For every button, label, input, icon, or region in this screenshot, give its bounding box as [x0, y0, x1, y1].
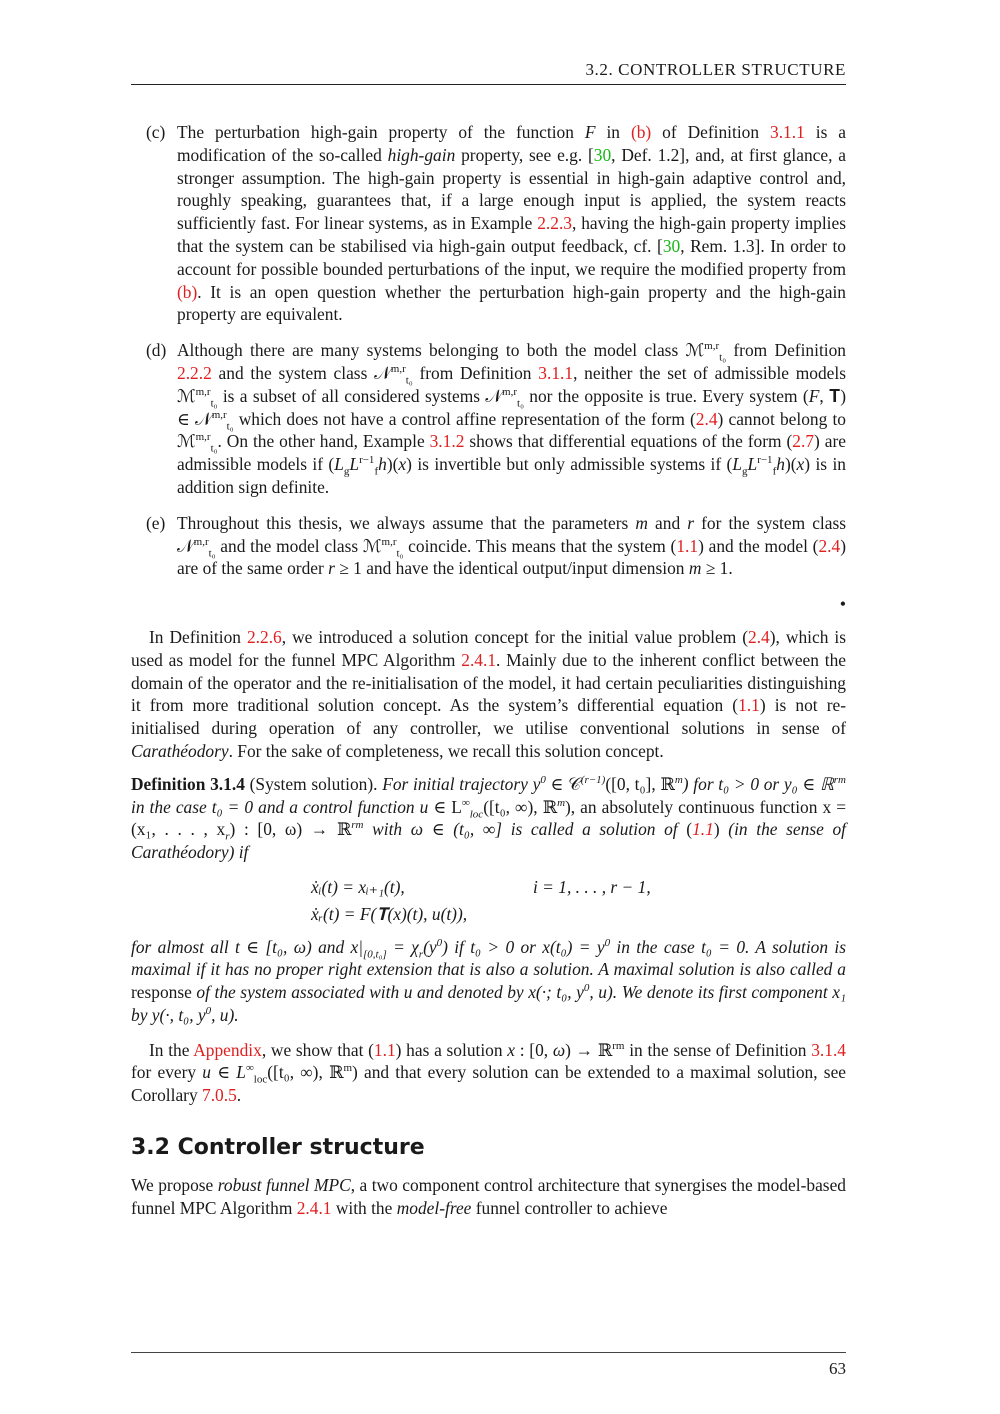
cross-reference-link[interactable]: 3.1.2 — [429, 431, 465, 452]
text-run: from Definition — [726, 340, 846, 361]
cross-reference-link[interactable]: 3.1.1 — [770, 122, 805, 142]
text-run: ) and that every solution can be extended to a maximal solution, see Corollary — [131, 1062, 847, 1106]
equation-block — [311, 876, 846, 926]
text-run: ) : [0, ω) → ℝ — [229, 819, 352, 840]
text-run: m,r — [195, 385, 211, 398]
text-run: , Rem. 1.3]. In order to account for possible bounded perturbations of the input, we require the modified property from — [177, 235, 846, 279]
cross-reference-link[interactable]: 30 — [662, 235, 681, 256]
equation-line-1-rhs: i = 1, . . . , r − 1, — [533, 876, 651, 897]
text-run: , we introduced a solution concept for the initial value problem ( — [281, 626, 749, 647]
text-run: 0 — [540, 773, 546, 786]
text-run: in the sense of Definition — [624, 1039, 812, 1060]
text-run: r — [687, 512, 695, 533]
text-run: ) has a solution — [395, 1039, 508, 1060]
text-run: f — [772, 465, 777, 478]
cross-reference-link[interactable]: 2.4 — [818, 535, 841, 556]
cross-reference-link[interactable]: 2.4 — [695, 408, 718, 429]
text-run: , we show that ( — [261, 1039, 374, 1060]
cross-reference-link[interactable]: 1.1 — [692, 819, 714, 840]
text-run: m — [343, 1062, 353, 1075]
text-run: . On the other hand, Example — [217, 431, 430, 452]
equation-line-2-rhs — [533, 903, 846, 926]
paragraph-controller-structure — [131, 1174, 846, 1220]
text-run: for every — [131, 1062, 203, 1083]
text-run: h — [378, 454, 387, 475]
text-run: = χ — [386, 936, 419, 957]
equation-line-1-lhs: ẋᵢ(t) = xᵢ₊₁(t), — [311, 876, 405, 897]
text-run: 0 — [583, 982, 590, 995]
cross-reference-link[interactable]: 2.2.2 — [177, 362, 212, 383]
text-run: m,r — [390, 363, 406, 376]
text-run: (y — [423, 936, 437, 957]
definition-continuation — [131, 936, 846, 1027]
running-head: 3.2. CONTROLLER STRUCTURE — [585, 60, 846, 79]
text-run: , having the high-gain property implies that the system can be stabilised via high-gain output feedback, cf. [ — [177, 213, 846, 256]
text-run: 0 — [604, 936, 611, 949]
text-run: t₀ — [210, 442, 218, 455]
text-run: . It is an open question whether the perturbation high-gain property and the high-gain property are equivalent. — [177, 281, 846, 325]
footer-rule — [131, 1352, 846, 1353]
page-body — [131, 121, 846, 1219]
text-run: rm — [612, 1039, 625, 1052]
text-run: ≥ 1. — [701, 558, 733, 579]
text-run: t₀ — [208, 547, 216, 560]
text-run: is a subset of all considered systems 𝒩 — [217, 385, 503, 406]
page-number: 63 — [829, 1359, 846, 1378]
list-item-text — [177, 121, 846, 326]
cross-reference-link[interactable]: 3.1.1 — [538, 362, 574, 383]
text-run: shows that differential equations of the form ( — [464, 431, 793, 452]
text-run: rm — [351, 819, 364, 832]
text-run: in the case t₀ = 0. A solution is maximal if it has no proper right extension that is also a solution. A maximal solution is also called a — [131, 936, 847, 980]
text-run: model-free — [396, 1197, 472, 1218]
text-run: ) is not re-initialised during operation of any controller, we utilise conventional solutions in sense of — [131, 695, 846, 739]
paragraph-appendix — [131, 1039, 846, 1107]
text-run: coincide. This means that the system ( — [403, 535, 677, 556]
text-run: ([t₀, ∞), ℝ — [267, 1062, 344, 1083]
text-run: r — [225, 830, 230, 843]
text-run: . — [236, 1085, 242, 1106]
text-run: m,r — [502, 385, 518, 398]
text-run: ) for t₀ > 0 or y₀ ∈ ℝ — [682, 773, 834, 794]
text-run: [0,t₀] — [363, 947, 387, 960]
text-run: of the system associated with u and denoted by x(·; t₀, y — [191, 982, 584, 1003]
list-item-label: (e) — [146, 512, 166, 533]
text-run: , u). We denote its first component x₁ by y(·, t₀, y — [131, 982, 846, 1025]
text-run: nor the opposite is true. Every system ( — [523, 385, 809, 406]
definition-name: (System solution). — [249, 773, 378, 794]
text-run: ) are admissible models if ( — [177, 431, 846, 475]
list-item-c — [131, 121, 846, 326]
text-run: ) — [713, 819, 720, 840]
cross-reference-link[interactable]: 2.4.1 — [296, 1197, 332, 1218]
list-item-label: (d) — [146, 340, 167, 361]
text-run: , 𝐓) ∈ 𝒩 — [177, 385, 847, 429]
text-run: . For the sake of completeness, we recall this solution concept. — [228, 740, 664, 761]
text-run: high-gain — [387, 144, 456, 165]
text-run: r — [328, 558, 335, 579]
text-run: ) is in addition sign definite. — [177, 454, 846, 497]
text-run: ∈ 𝒞 — [545, 773, 581, 794]
text-run: funnel controller to achieve — [471, 1197, 668, 1218]
text-run: m — [688, 558, 702, 579]
cross-reference-link[interactable]: 2.4.1 — [461, 649, 497, 670]
text-run: , a two component control architecture that synergises the model-based funnel MPC Algorithm — [131, 1174, 846, 1218]
text-run: h — [776, 454, 785, 475]
text-run: t₀ — [517, 397, 524, 410]
text-run: rm — [833, 773, 846, 786]
text-run: ) if t₀ > 0 or x(t₀) = y — [442, 936, 605, 957]
text-run: m,r — [381, 535, 397, 548]
text-run: response — [131, 982, 192, 1003]
text-run: . Mainly due to the inherent conflict between the domain of the operator and the re-initialisation of the model, it had certain peculiarities distinguishing it from more traditional solution concept. As the system’s differential equation ( — [131, 649, 846, 716]
text-run: ) and the model ( — [698, 535, 819, 556]
text-run: m,r — [193, 535, 209, 548]
text-run: u — [202, 1062, 211, 1083]
text-run: with the — [331, 1197, 397, 1218]
text-run: of Definition — [651, 122, 771, 142]
text-run: The perturbation high-gain property of the function — [177, 122, 585, 142]
text-run: ∈ — [211, 1062, 237, 1083]
text-run: , Def. 1.2], and, at first glance, a stronger assumption. The high-gain property is essential in high-gain adaptive control and, roughly speaking, guarantees that, if a large enough input is applied, the system reacts sufficiently fast. For linear systems, as in Example — [177, 144, 846, 234]
remark-end-mark: • — [839, 594, 846, 615]
text-run: In the — [149, 1039, 194, 1060]
text-run: We propose — [131, 1174, 218, 1195]
text-run: g — [742, 465, 748, 478]
text-run: )( — [386, 454, 399, 475]
text-run: ≥ 1 and have the identical output/input dimension — [334, 558, 689, 579]
text-run: r−1 — [359, 454, 375, 467]
text-run: ) are of the same order — [177, 535, 847, 579]
page — [131, 0, 846, 1414]
cross-reference-link[interactable]: 7.0.5 — [202, 1085, 237, 1106]
text-run: F — [808, 385, 820, 406]
equation-line-2-lhs: ẋᵣ(t) = F(𝐓(x)(t), u(t)), — [311, 903, 468, 924]
text-run: L — [747, 454, 758, 475]
section-heading: 3.2 Controller structure — [131, 1135, 425, 1161]
text-run: m — [557, 796, 566, 809]
text-run: y — [532, 773, 541, 794]
list-item-label: (c) — [146, 122, 166, 142]
text-run: L — [349, 454, 360, 475]
cross-reference-link[interactable]: 3.1.4 — [811, 1039, 846, 1060]
text-run: from Definition — [412, 362, 539, 383]
text-run: (r−1) — [580, 773, 606, 786]
text-run: t₀ — [396, 547, 404, 560]
text-run: m — [674, 773, 683, 786]
text-run: ([0, t₀], ℝ — [605, 773, 675, 794]
text-run: L — [236, 1062, 246, 1083]
text-run: which does not have a control affine representation of the form ( — [233, 408, 696, 429]
text-run: L — [334, 454, 344, 475]
text-run: ∞ — [245, 1062, 254, 1075]
text-run: and the model class ℳ — [215, 535, 382, 556]
cross-reference-link[interactable]: 2.2.3 — [537, 213, 572, 234]
text-run: r−1 — [757, 454, 773, 467]
text-run: loc — [469, 807, 484, 820]
text-run: 0 — [205, 1005, 212, 1018]
text-run: loc — [253, 1073, 268, 1086]
text-run: ω — [552, 1039, 566, 1060]
text-run: x — [796, 454, 805, 475]
text-run: L — [732, 454, 743, 475]
list-item-text — [177, 512, 846, 580]
text-run: m,r — [211, 408, 227, 421]
text-run: ) cannot belong to ℳ — [177, 408, 846, 452]
cross-reference-link[interactable]: Appendix — [193, 1039, 262, 1060]
text-run: robust funnel MPC — [217, 1174, 351, 1195]
text-run: property, see e.g. [ — [455, 144, 594, 165]
text-run: ) is invertible but only admissible systems if ( — [406, 454, 733, 475]
cross-reference-link[interactable]: 1.1 — [373, 1039, 396, 1060]
text-run: for the system class 𝒩 — [177, 512, 847, 556]
cross-reference-link[interactable]: 2.4 — [748, 626, 770, 647]
text-run: F — [584, 122, 596, 142]
text-run: t₀ — [226, 420, 234, 433]
text-run: r — [418, 947, 424, 960]
cross-reference-link[interactable]: 30 — [593, 144, 612, 165]
definition-3-1-4 — [131, 773, 846, 1027]
list-item-text — [177, 339, 846, 499]
text-run: t₀ — [210, 397, 218, 410]
text-run: L — [451, 796, 462, 817]
text-run: ), an absolutely continuous function x = (x₁, . . . , x — [131, 796, 846, 840]
text-run: f — [374, 465, 379, 478]
text-run: : [0, — [515, 1039, 553, 1060]
text-run: in — [595, 122, 631, 142]
text-run: ), which is used as model for the funnel MPC Algorithm — [131, 626, 846, 670]
text-run: ([t₀, ∞), ℝ — [483, 796, 558, 817]
text-run: ) → ℝ — [565, 1039, 613, 1060]
paragraph-solution-concept — [131, 626, 846, 763]
text-run: , neither the set of admissible models ℳ — [177, 362, 846, 406]
text-run: g — [343, 465, 350, 478]
cross-reference-link[interactable]: 2.2.6 — [246, 626, 282, 647]
text-run: For initial trajectory — [382, 773, 533, 794]
definition-title: Definition 3.1.4 — [131, 773, 245, 794]
cross-reference-link[interactable]: 2.7 — [792, 431, 815, 452]
text-run: m,r — [704, 340, 720, 353]
list-item-d — [131, 339, 846, 499]
text-run: t₀ — [405, 374, 413, 387]
header-rule — [131, 84, 846, 85]
list-item-e — [131, 512, 846, 580]
text-run: Carathéodory — [131, 740, 229, 761]
text-run: 0 — [436, 936, 443, 949]
text-run: x — [507, 1039, 516, 1060]
cross-reference-link[interactable]: (b) — [177, 281, 198, 302]
cross-reference-link[interactable]: (b) — [630, 122, 652, 142]
text-run: with ω ∈ (t₀, ∞] is called a solution of — [363, 819, 687, 840]
text-run: m,r — [195, 431, 211, 444]
text-run: t₀ — [719, 351, 727, 364]
text-run: and the system class 𝒩 — [211, 362, 391, 383]
text-run: )( — [784, 454, 797, 475]
cross-reference-link[interactable]: 1.1 — [738, 695, 760, 716]
text-run: and — [647, 512, 688, 533]
text-run: In Definition — [149, 626, 247, 647]
text-run: (in the sense of Carathéodory) if — [131, 819, 846, 863]
text-run: m — [635, 512, 648, 533]
cross-reference-link[interactable]: 1.1 — [676, 535, 699, 556]
text-run: for almost all t ∈ [t₀, ω) and x| — [131, 936, 364, 957]
text-run: Throughout this thesis, we always assume that the parameters — [177, 512, 636, 533]
text-run: , u). — [211, 1004, 239, 1025]
text-run: is a modification of the so-called — [177, 122, 847, 165]
text-run: x — [398, 454, 407, 475]
text-run: ( — [686, 819, 693, 840]
text-run: Although there are many systems belonging to both the model class ℳ — [177, 340, 705, 361]
text-run: in the case t₀ = 0 and a control function u ∈ — [131, 796, 452, 817]
text-run: ∞ — [461, 796, 470, 809]
